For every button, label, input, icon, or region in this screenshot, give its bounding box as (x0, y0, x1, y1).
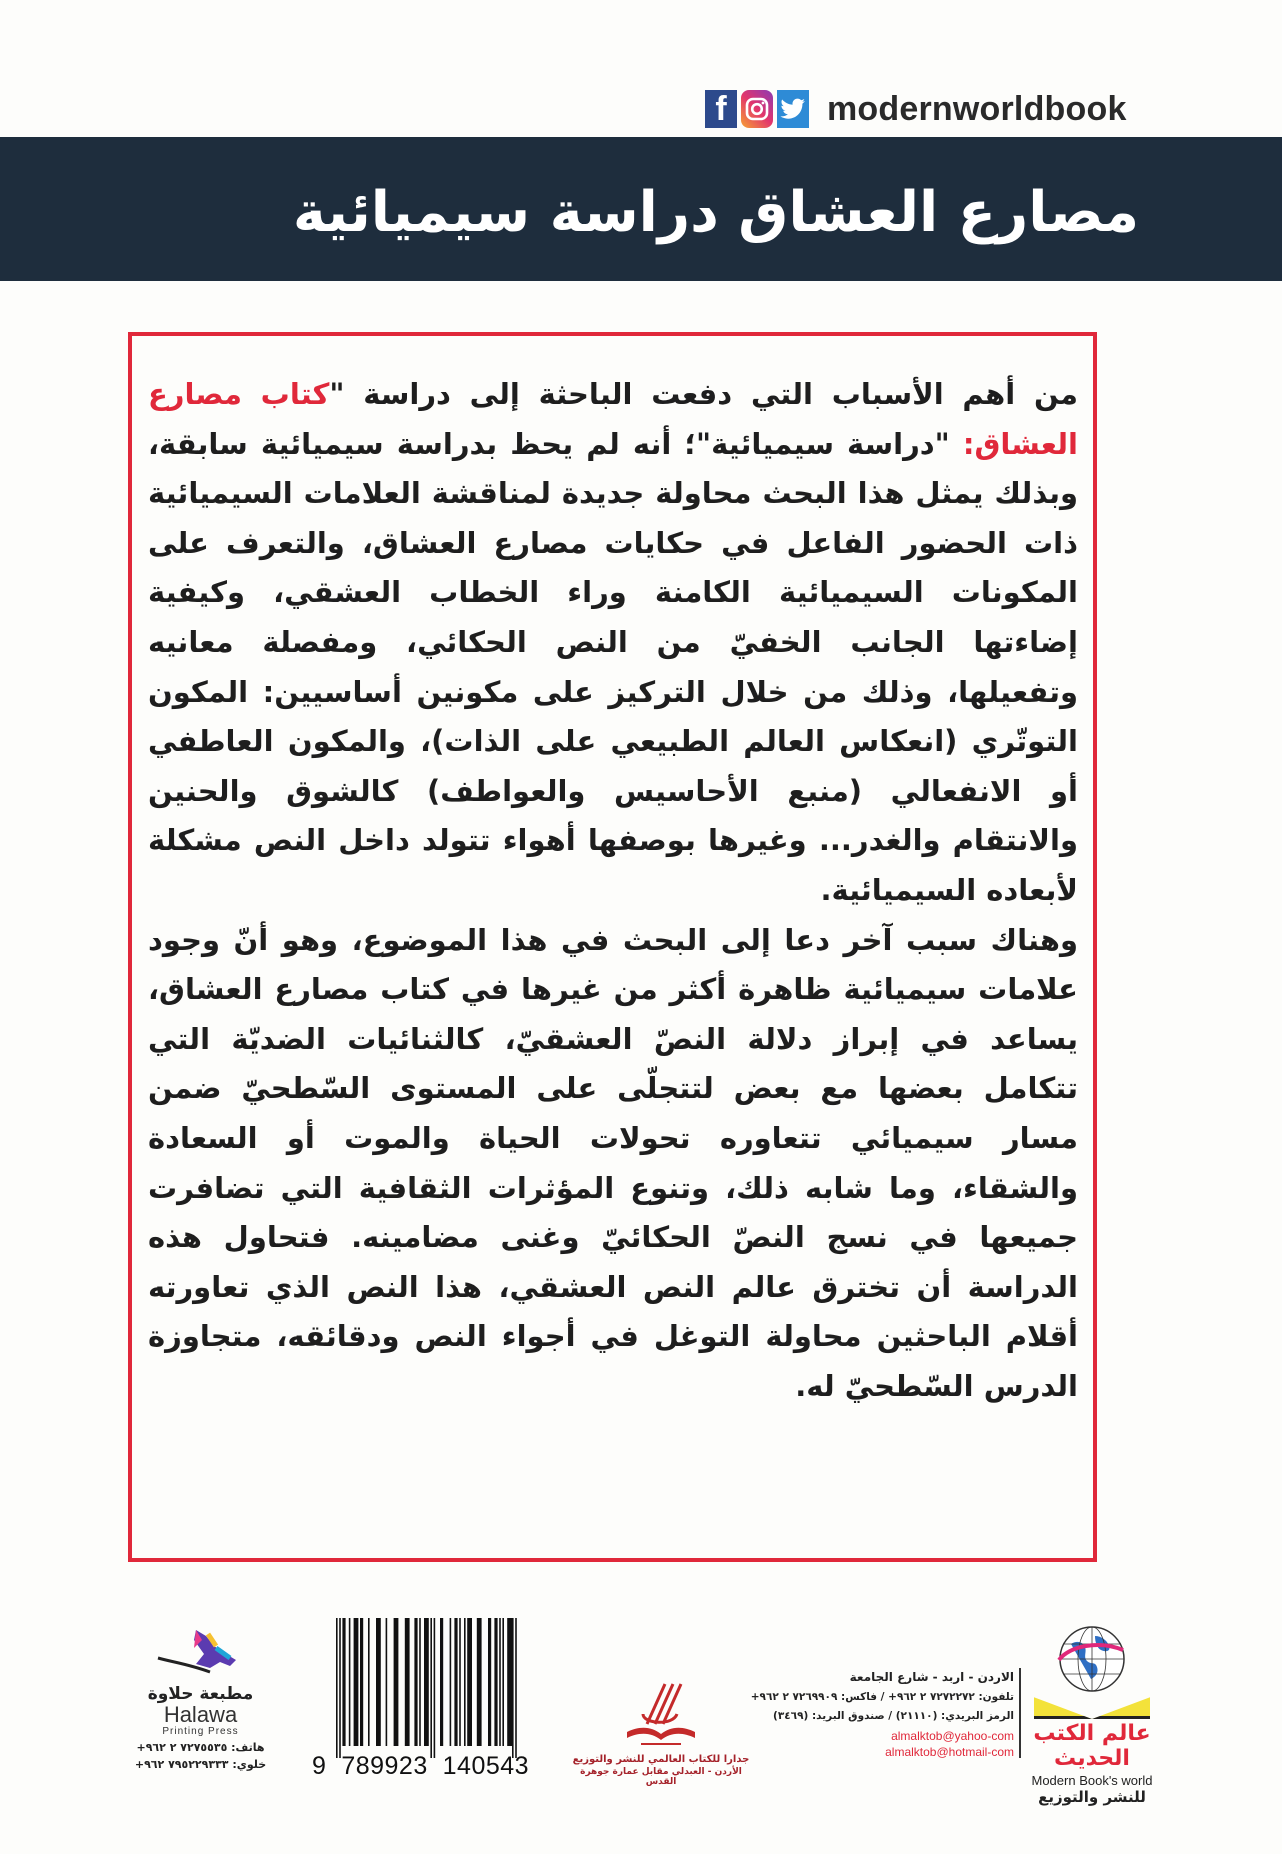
isbn-barcode (330, 1618, 530, 1758)
distributor-address: الأردن - العبدلي مقابل عمارة جوهرة القدس (580, 1767, 742, 1787)
publisher-logo (1022, 1622, 1162, 1806)
blurb-paragraph-1 (148, 370, 1078, 916)
barcode-bar (368, 1618, 370, 1746)
barcode-bar (499, 1618, 501, 1746)
printer-phone: هاتف: ٧٢٧٥٥٣٥ ٢ ٩٦٢+ (136, 1741, 265, 1754)
barcode-bar (515, 1618, 517, 1758)
publisher-name-ar: عالم الكتب الحديث (1033, 1721, 1151, 1771)
barcode-bar (502, 1618, 504, 1746)
instagram-glyph (744, 96, 770, 122)
facebook-icon: f (705, 90, 737, 128)
blurb-highlight: كتاب مصارع العشاق: (148, 377, 1078, 461)
barcode-bar (459, 1618, 461, 1746)
twitter-icon (777, 90, 809, 128)
publisher-name-en: Modern Book's world (1031, 1773, 1153, 1788)
publisher-contact (750, 1670, 1014, 1761)
barcode-bar (376, 1618, 381, 1746)
isbn-lead-digit: 9 (312, 1752, 327, 1780)
publisher-address: الاردن - اربد - شارع الجامعة (849, 1670, 1014, 1684)
blurb-paragraph-1-rest: "دراسة سيميائية"؛ أنه لم يحظ بدراسة سيميائية سابقة، وبذلك يمثل هذا البحث محاولة جديدة لمناقشة العلامات السيميائية ذات الحضور الفاعل في حكايات مصارع العشاق، والتعرف على المكونات السيميائية الكامنة وراء الخطاب العشقي، وكيفية إضاءتها الجانب الخفيّ من النص الحكائي، ومفصلة معانيه وتفعيلها، وذلك من خلال التركيز على مكونين أساسيين: المكون التوتّري (انعكاس العالم الطبيعي على الذات)، والمكون العاطفي أو الانفعالي (منبع الأحاسيس والعواطف) كالشوق والحنين والانتقام والغدر... وغيرها بوصفها أهواء تتولد داخل النص مشكلة لأبعاده السيميائية. (148, 426, 1078, 907)
barcode-bar (394, 1618, 399, 1746)
publisher-tagline: للنشر والتوزيع (1038, 1788, 1146, 1806)
printer-subtitle: Printing Press (162, 1726, 239, 1737)
distributor-name: جدارا للكتاب العالمي للنشر والتوزيع (572, 1754, 750, 1765)
blurb-text (148, 370, 1078, 1411)
isbn-number (312, 1752, 529, 1781)
blurb-intro: من أهم الأسباب التي دفعت الباحثة إلى دراسة " (329, 377, 1078, 411)
isbn-group-1: 789923 (341, 1752, 428, 1780)
barcode-bar (464, 1618, 466, 1746)
printer-mobile: خلوي: ٧٩٥٢٢٩٣٣٣ ٩٦٢+ (134, 1758, 267, 1771)
social-handle: modernworldbook (827, 89, 1127, 128)
title-band (0, 137, 1282, 281)
barcode-bar (494, 1618, 497, 1746)
barcode-bar (477, 1618, 482, 1746)
barcode-bar (467, 1618, 472, 1746)
social-bar (705, 90, 1127, 128)
publisher-divider (1019, 1668, 1021, 1758)
barcode-bar (454, 1618, 457, 1746)
barcode-bar (430, 1618, 432, 1758)
barcode-bar (424, 1618, 429, 1746)
barcode-bar (488, 1618, 491, 1746)
globe-icon (1055, 1622, 1129, 1696)
publisher-email-1[interactable]: almalktob@yahoo-com (891, 1729, 1014, 1743)
printer-name-en: Halawa (163, 1702, 238, 1727)
blurb-paragraph-2: وهناك سبب آخر دعا إلى البحث في هذا الموضوع، وهو أنّ وجود علامات سيميائية ظاهرة أكثر من غيرها في كتاب مصارع العشاق، يساعد في إبراز دلالة النصّ العشقيّ، كالثنائيات الضديّة التي تتكامل بعضها مع بعض لتتجلّى على المستوى السّطحيّ ضمن مسار سيميائي تتعاوره تحولات الحياة والموت أو السعادة والشقاء، وما شابه ذلك، وتنوع المؤثرات الثقافية التي تضافرت جميعها في نسج النصّ الحكائيّ وغنى مضامينه. فتحاول هذه الدراسة أن تخترق عالم النص العشقي، هذا النص الذي تعاورته أقلام الباحثين محاولة التوغل في أجواء النص ودقائقه، متجاوزة الدرس السّطحيّ له. (148, 922, 1078, 1403)
printer-logo (118, 1628, 283, 1771)
barcode-bar (419, 1618, 421, 1746)
distributor-logo (566, 1680, 756, 1787)
barcode-bar (434, 1618, 436, 1758)
publisher-phone: تلفون: ٧٢٧٢٢٧٢ ٢ ٩٦٢+ / فاكس: ٧٢٦٩٩٠٩ ٢ ٩٦٢+ (750, 1691, 1014, 1703)
publisher-postal: الرمز البريدي: (٢١١١٠) / صندوق البريد: (٣٤٦٩) (773, 1710, 1014, 1722)
barcode-bar (349, 1618, 351, 1746)
printer-name-ar: مطبعة حلاوة (147, 1684, 254, 1704)
barcode-bar (512, 1618, 514, 1758)
barcode-bar (354, 1618, 359, 1746)
pegasus-icon (156, 1628, 246, 1680)
barcode-bar (336, 1618, 338, 1758)
barcode-bar (360, 1618, 363, 1746)
barcode-bar (440, 1618, 443, 1746)
jadara-book-icon (621, 1680, 701, 1750)
isbn-group-2: 140543 (442, 1752, 530, 1780)
barcode-bar (405, 1618, 410, 1746)
book-title: مصارع العشاق دراسة سيميائية (292, 179, 1140, 245)
twitter-bird-glyph (780, 98, 806, 120)
barcode-bar (450, 1618, 452, 1746)
barcode-bar (342, 1618, 345, 1746)
barcode-bar (339, 1618, 341, 1758)
instagram-icon (741, 90, 773, 128)
barcode-bar (507, 1618, 512, 1746)
publisher-email-2[interactable]: almalktob@hotmail-com (885, 1745, 1014, 1759)
barcode-bar (414, 1618, 417, 1746)
barcode-bar (386, 1618, 388, 1746)
